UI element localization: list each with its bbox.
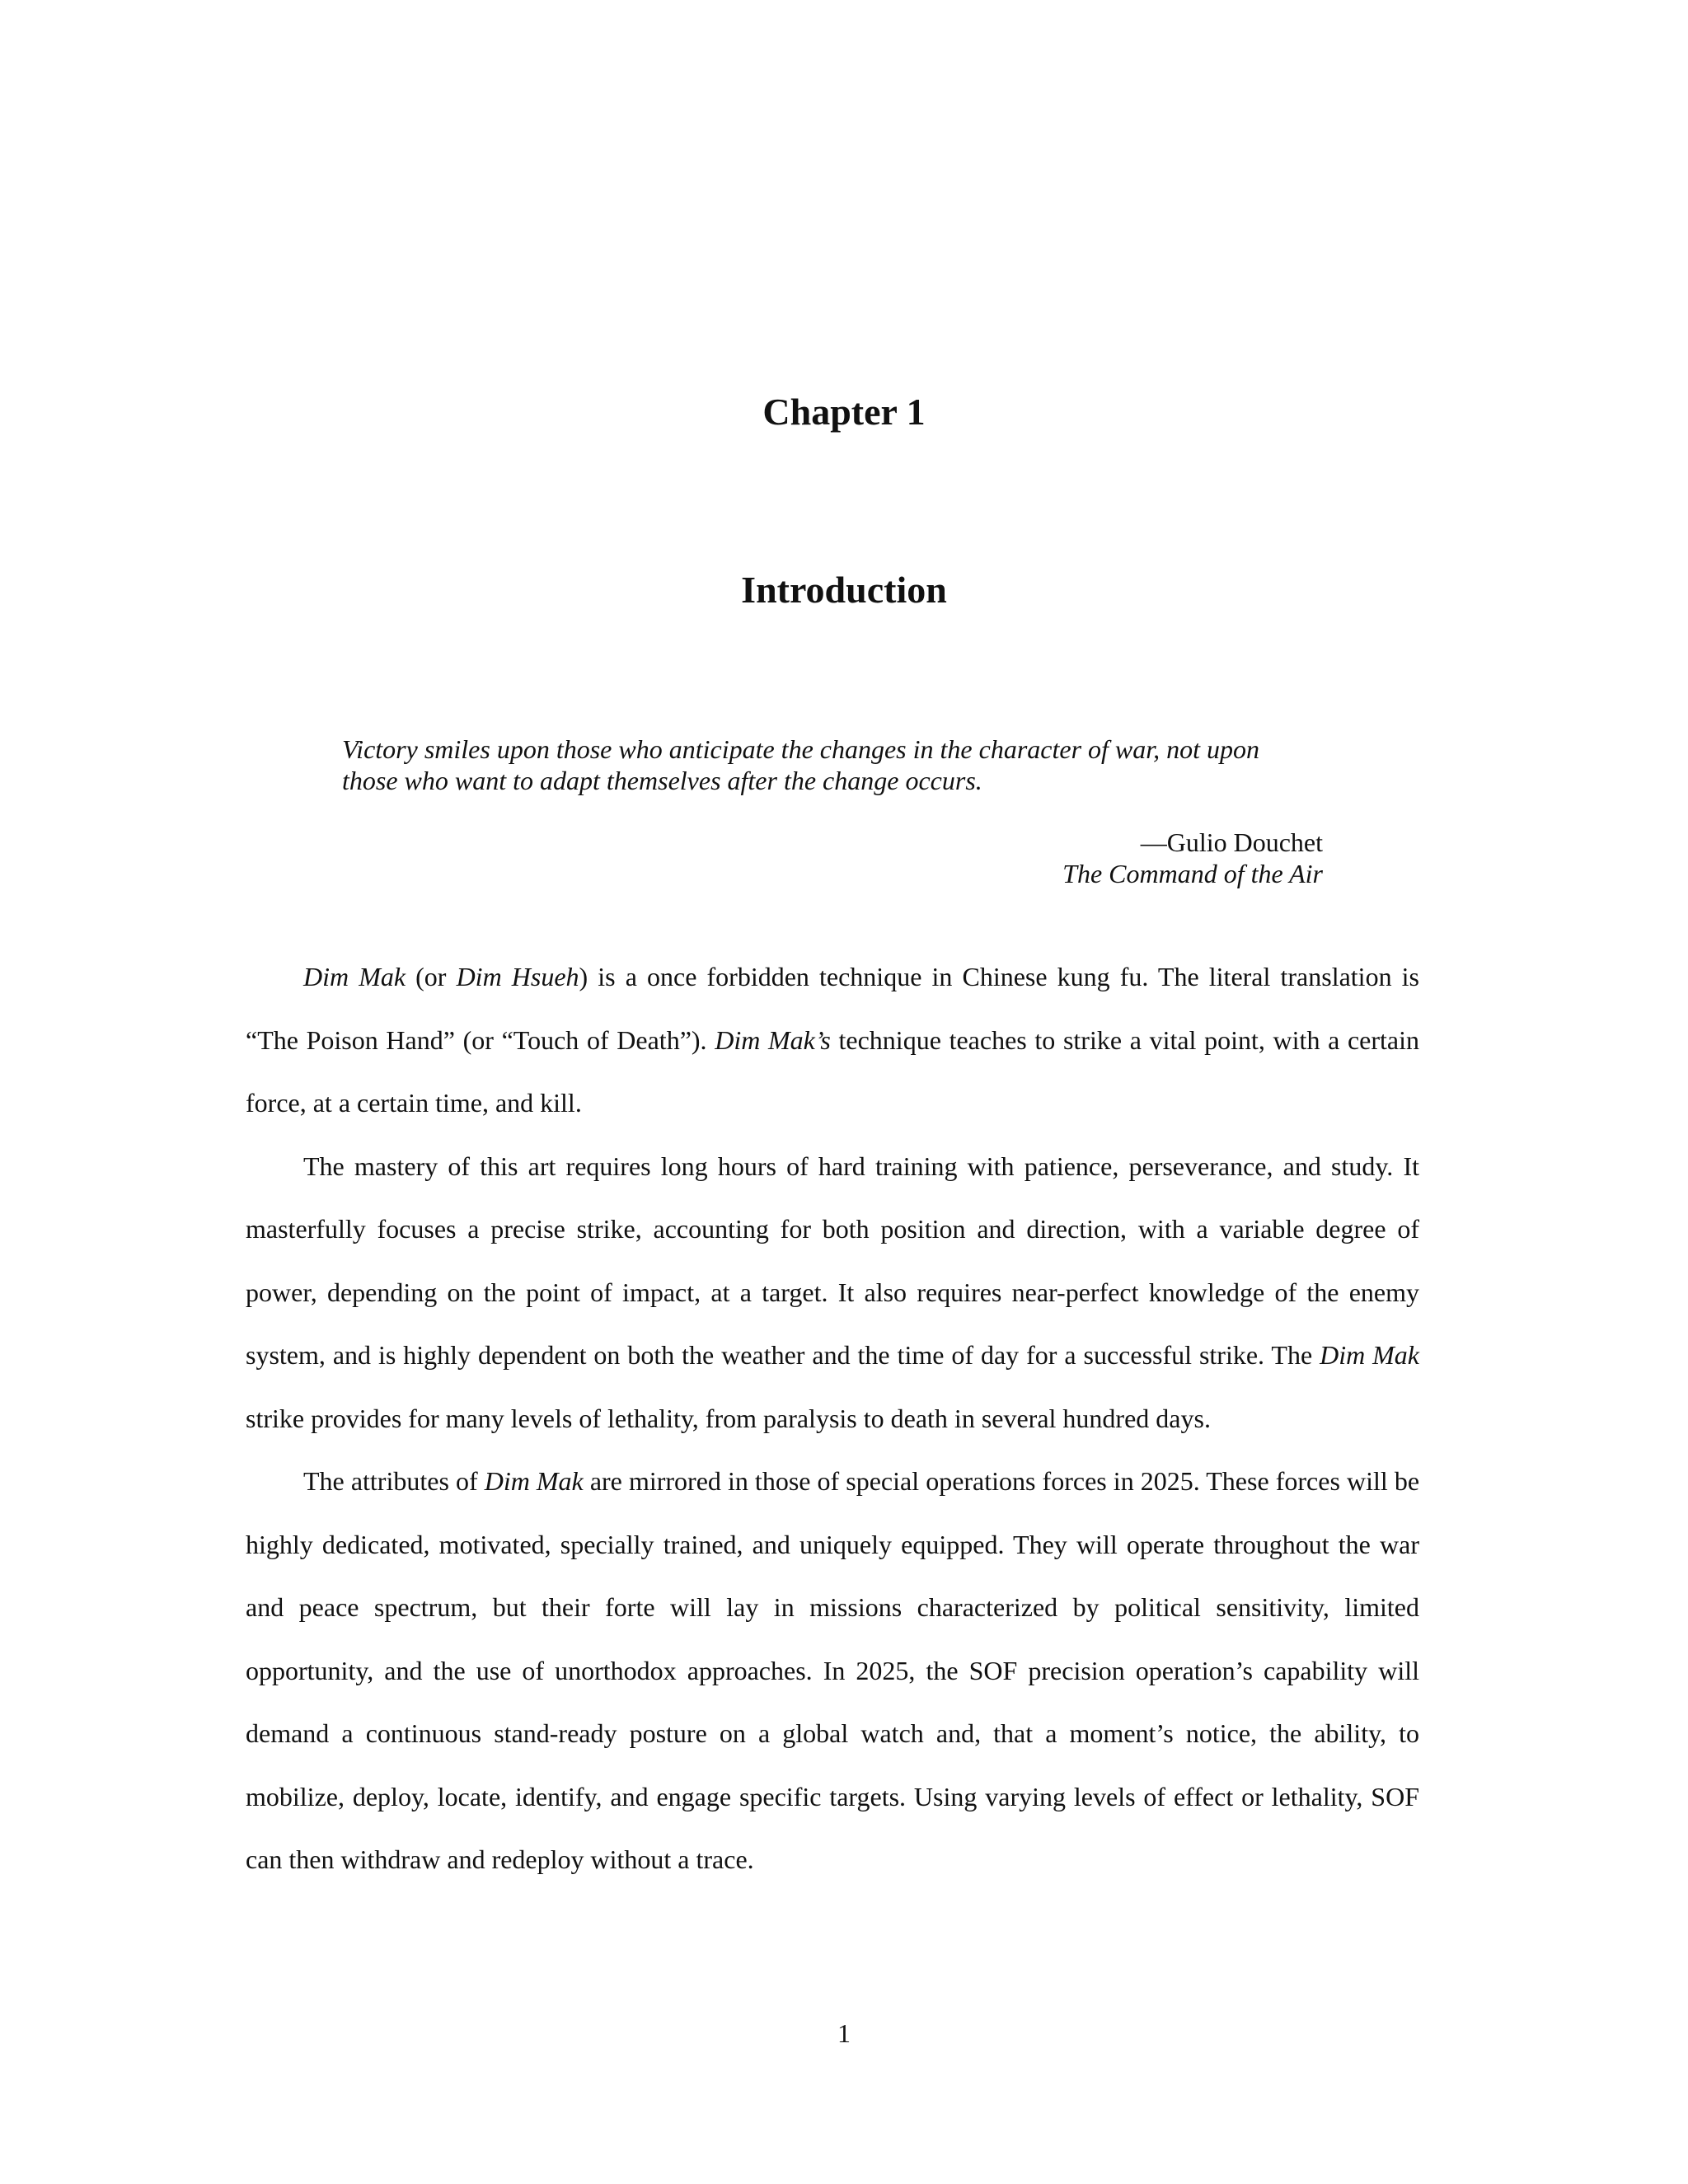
text-run: The attributes of — [303, 1466, 485, 1496]
chapter-title: Introduction — [741, 569, 947, 611]
epigraph-quote-line-1: Victory smiles upon those who anticipate the changes in the character of war, not upon — [342, 734, 1260, 764]
term-dim-maks: Dim Mak’s — [715, 1024, 831, 1055]
text-run: (or — [406, 962, 457, 991]
body-paragraph-3 — [246, 1450, 1419, 1891]
body-paragraph-1 — [246, 945, 1419, 1135]
term-dim-hsueh: Dim Hsueh — [456, 962, 579, 991]
chapter-label: Chapter 1 — [762, 391, 926, 433]
epigraph-author: —Gulio Douchet — [1140, 827, 1323, 857]
text-run: strike provides for many levels of lethality, from paralysis to death in several hundred days. — [246, 1403, 1211, 1433]
page-number: 1 — [837, 2018, 851, 2048]
term-dim-mak: Dim Mak — [1320, 1340, 1420, 1370]
chapter-body — [246, 945, 1419, 1891]
epigraph-quote — [342, 733, 1331, 796]
text-run: are mirrored in those of special operations forces in 2025. These forces will be highly dedicated, motivated, specially trained, and uniquely equipped. They will operate throughout the war and peace spectrum, but their forte will lay in missions characterized by political sensitivity, limited opportunity, and the use of unorthodox approaches. In 2025, the SOF precision operation’s capability will demand a continuous stand-ready posture on a global watch and, that a moment’s notice, the ability, to mobilize, deploy, locate, identify, and engage specific targets. Using varying levels of effect or lethality, SOF can then withdraw and redeploy without a trace. — [246, 1466, 1420, 1874]
term-dim-mak: Dim Mak — [484, 1466, 584, 1496]
text-run: technique teaches to strike a vital point, with a certain force, at a certain time, and kill. — [246, 1024, 1420, 1118]
epigraph — [342, 733, 1331, 888]
epigraph-quote-line-2: those who want to adapt themselves after the change occurs. — [342, 766, 982, 795]
text-run: The mastery of this art requires long hours of hard training with patience, perseverance, and study. It masterfully focuses a precise strike, accounting for both position and direction, with a variable degree of power, depending on the point of impact, at a target. It also requires near-perfect knowledge of the enemy system, and is highly dependent on both the weather and the time of day for a successful strike. The — [246, 1151, 1419, 1370]
text-run: ) is a once forbidden technique in Chinese kung fu. The literal translation is “The Poison Hand” (or “Touch of Death”). — [246, 962, 1420, 1055]
body-paragraph-2 — [246, 1135, 1419, 1451]
term-dim-mak: Dim Mak — [303, 962, 406, 991]
epigraph-source: The Command of the Air — [1062, 859, 1323, 888]
